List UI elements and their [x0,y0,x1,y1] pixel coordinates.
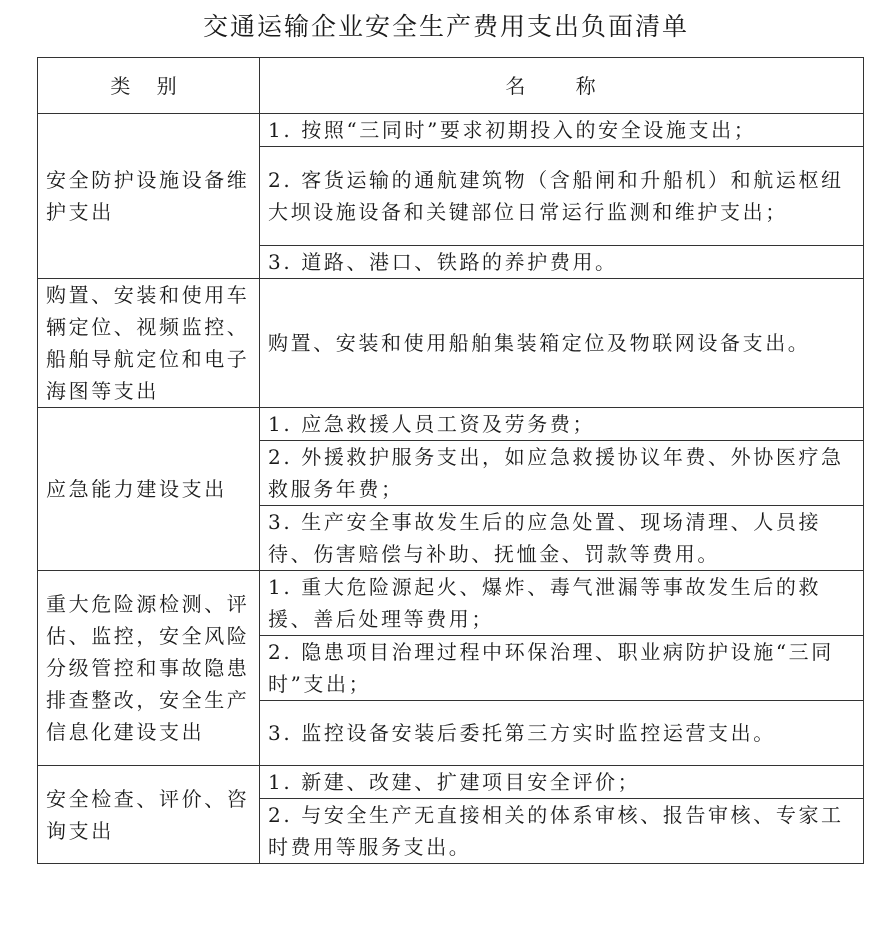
item-cell [260,766,864,799]
category-cell [38,766,260,864]
item-text: 购置、安装和使用船舶集装箱定位及物联网设备支出。 [268,331,811,355]
header-name-label: 名 称 [505,73,618,98]
item-text: 2. 外援救护服务支出，如应急救援协议年费、外协医疗急救服务年费； [268,445,844,501]
item-cell [260,114,864,147]
item-cell [260,147,864,246]
item-text: 3. 监控设备安装后委托第三方实时监控运营支出。 [268,721,776,745]
category-cell [38,571,260,766]
header-category [38,58,260,114]
header-category-label: 类 别 [110,73,187,98]
item-cell [260,636,864,701]
item-text: 3. 生产安全事故发生后的应急处置、现场清理、人员接待、伤害赔偿与补助、抚恤金、罚款等费用。 [268,510,822,566]
table-row [38,114,864,147]
category-label: 重大危险源检测、评估、监控，安全风险分级管控和事故隐患排查整改，安全生产信息化建设支出 [46,592,250,744]
item-text: 2. 与安全生产无直接相关的体系审核、报告审核、专家工时费用等服务支出。 [268,803,844,859]
item-text: 2. 客货运输的通航建筑物（含船闸和升船机）和航运枢纽大坝设施设备和关键部位日常运行监测和维护支出； [268,168,844,224]
table-row [38,279,864,408]
item-cell [260,246,864,279]
table-row [38,408,864,441]
item-cell [260,701,864,766]
negative-list-table [37,57,864,864]
item-text: 2. 隐患项目治理过程中环保治理、职业病防护设施“三同时”支出； [268,640,834,696]
item-text: 3. 道路、港口、铁路的养护费用。 [268,250,618,274]
item-cell [260,506,864,571]
header-name [260,58,864,114]
category-cell [38,114,260,279]
header-row [38,58,864,114]
category-cell [38,279,260,408]
table-row [38,571,864,636]
item-text: 1. 按照“三同时”要求初期投入的安全设施支出； [268,118,757,142]
category-label: 应急能力建设支出 [46,477,227,501]
category-label: 安全防护设施设备维护支出 [46,168,250,224]
category-cell [38,408,260,571]
item-text: 1. 应急救援人员工资及劳务费； [268,412,596,436]
item-cell [260,799,864,864]
item-text: 1. 重大危险源起火、爆炸、毒气泄漏等事故发生后的救援、善后处理等费用； [268,575,822,631]
item-cell [260,279,864,408]
category-label: 安全检查、评价、咨询支出 [46,786,250,843]
table-row [38,766,864,799]
item-text: 1. 新建、改建、扩建项目安全评价； [268,770,641,794]
category-label: 购置、安装和使用车辆定位、视频监控、船舶导航定位和电子海图等支出 [46,283,250,403]
document-title: 交通运输企业安全生产费用支出负面清单 [202,12,689,41]
item-cell [260,441,864,506]
item-cell [260,571,864,636]
item-cell [260,408,864,441]
